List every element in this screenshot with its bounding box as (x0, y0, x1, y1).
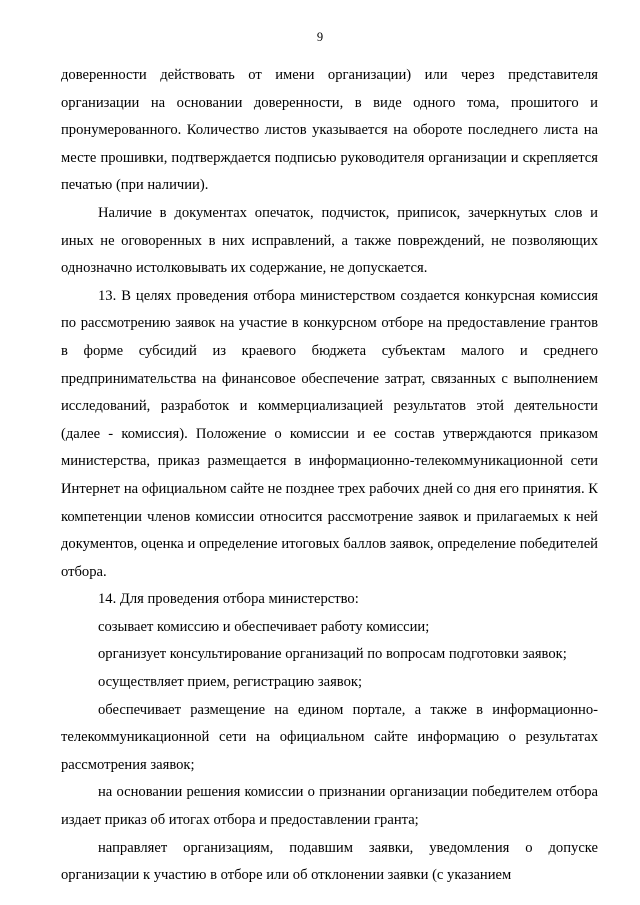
list-item: обеспечивает размещение на едином портале, а также в информационно-телекоммуникационной сети на официальном сайте информацию о результатах рассмотрения заявок; (61, 701, 598, 773)
list-item: направляет организациям, подавшим заявки, уведомления о допуске организации к участию в отборе или об отклонении заявки (с указанием (61, 839, 598, 884)
list-item: на основании решения комиссии о признании организации победителем отбора издает приказ об итогах отбора и предоставлении гранта; (61, 784, 598, 829)
paragraph-continuation: доверенности действовать от имени организации) или через представителя организации на основании доверенности, в виде одного тома, прошитого и пронумерованного. Количество листов указывается на обороте последнего листа на месте прошивки, подтверждается подписью руководителя организации и скрепляется печатью (при наличии). (61, 67, 598, 194)
list-item: созывает комиссию и обеспечивает работу комиссии; (98, 618, 430, 635)
page-number: 9 (316, 30, 324, 44)
list-item: осуществляет прием, регистрацию заявок; (98, 674, 363, 691)
paragraph-item-13: 13. В целях проведения отбора министерством создается конкурсная комиссия по рассмотрению заявок на участие в конкурсном отборе на предоставление грантов в форме субсидий из краевого бюджета субъектам малого и среднего предпринимательства на финансовое обеспечение затрат, связанных с выполнением исследований, разработок и коммерциализацией результатов этой деятельности (далее - комиссия). Положение о комиссии и ее состав утверждаются приказом министерства, приказ размещается в информационно-телекоммуникационной сети Интернет на официальном сайте не позднее трех рабочих дней со дня его принятия. К компетенции членов комиссии относится рассмотрение заявок и прилагаемых к ней документов, оценка и определение итоговых баллов заявок, определение победителей отбора. (61, 287, 598, 580)
paragraph-defects: Наличие в документах опечаток, подчисток, приписок, зачеркнутых слов и иных не оговоренных в них исправлений, а также повреждений, не позволяющих однозначно истолковывать их содержание, не допускается. (61, 204, 598, 277)
document-body (61, 62, 598, 890)
paragraph-item-14: 14. Для проведения отбора министерство: (98, 591, 359, 608)
list-item: организует консультирование организаций по вопросам подготовки заявок; (98, 646, 567, 663)
